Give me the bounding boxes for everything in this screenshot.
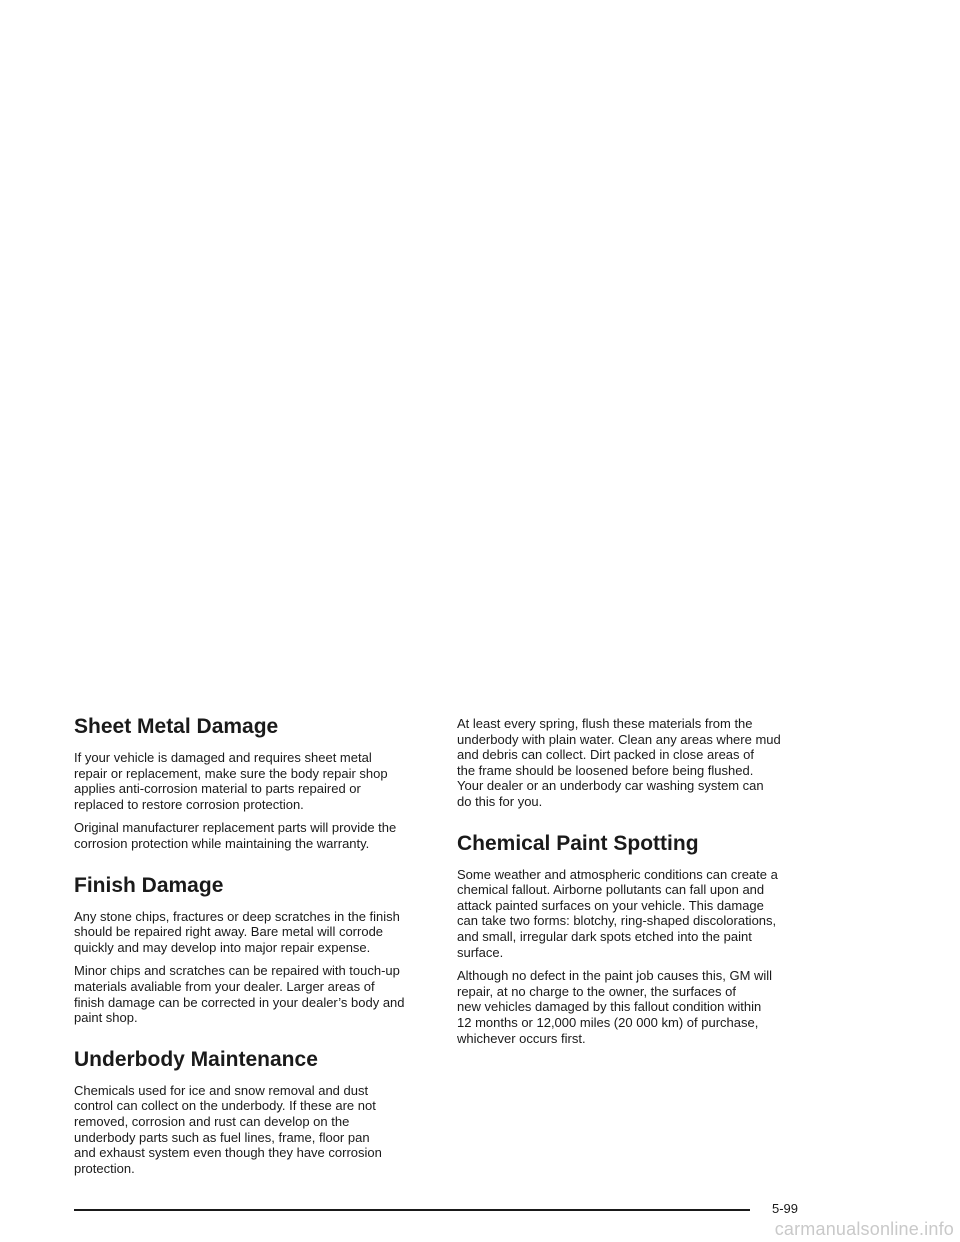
heading-sheet-metal-damage: Sheet Metal Damage	[74, 715, 279, 738]
heading-finish-damage: Finish Damage	[74, 873, 224, 897]
section-sheet-metal-damage	[74, 714, 436, 852]
watermark: carmanualsonline.info	[774, 1219, 954, 1239]
paragraph: Minor chips and scratches can be repaired with touch-up materials avaliable from your dealer. Larger areas of finish damage can be corrected in your dealer’s body and paint shop.	[74, 963, 405, 1026]
section-underbody-maintenance	[74, 1047, 436, 1177]
paragraph: Although no defect in the paint job causes this, GM will repair, at no charge to the owner, the surfaces of new vehicles damaged by this fallout condition within 12 months or 12,000 miles (20 000 km) of purchase, whichever occurs first.	[457, 968, 773, 1046]
footer-rule	[74, 1209, 750, 1211]
paragraph: Some weather and atmospheric conditions can create a chemical fallout. Airborne pollutants can fall upon and attack painted surfaces on your vehicle. This damage can take two forms: blotchy, ring-shaped discolorations, and small, irregular dark spots etched into the paint surface.	[457, 866, 778, 960]
paragraph: Any stone chips, fractures or deep scratches in the finish should be repaired right away. Bare metal will corrode quickly and may develop into major repair expense.	[74, 908, 400, 955]
left-column	[74, 714, 436, 1184]
section-underbody-continued	[457, 716, 819, 810]
section-finish-damage	[74, 873, 436, 1026]
section-chemical-paint-spotting	[457, 831, 819, 1047]
page-number: 5-99	[772, 1201, 799, 1216]
paragraph: At least every spring, flush these materials from the underbody with plain water. Clean any areas where mud and debris can collect. Dirt packed in close areas of the frame should be loosened before being flushed. Your dealer or an underbody car washing system can do this for you.	[457, 716, 781, 809]
heading-underbody-maintenance: Underbody Maintenance	[74, 1047, 318, 1071]
paragraph: Chemicals used for ice and snow removal and dust control can collect on the underbody. If these are not removed, corrosion and rust can develop on the underbody parts such as fuel lines, frame, floor pan and exhaust system even though they have corrosion protection.	[74, 1082, 382, 1176]
paragraph: Original manufacturer replacement parts will provide the corrosion protection while maintaining the warranty.	[74, 820, 397, 851]
right-column	[457, 716, 819, 1054]
paragraph: If your vehicle is damaged and requires sheet metal repair or replacement, make sure the body repair shop applies anti-corrosion material to parts repaired or replaced to restore corrosion protection.	[74, 750, 388, 812]
heading-chemical-paint-spotting: Chemical Paint Spotting	[457, 831, 699, 855]
